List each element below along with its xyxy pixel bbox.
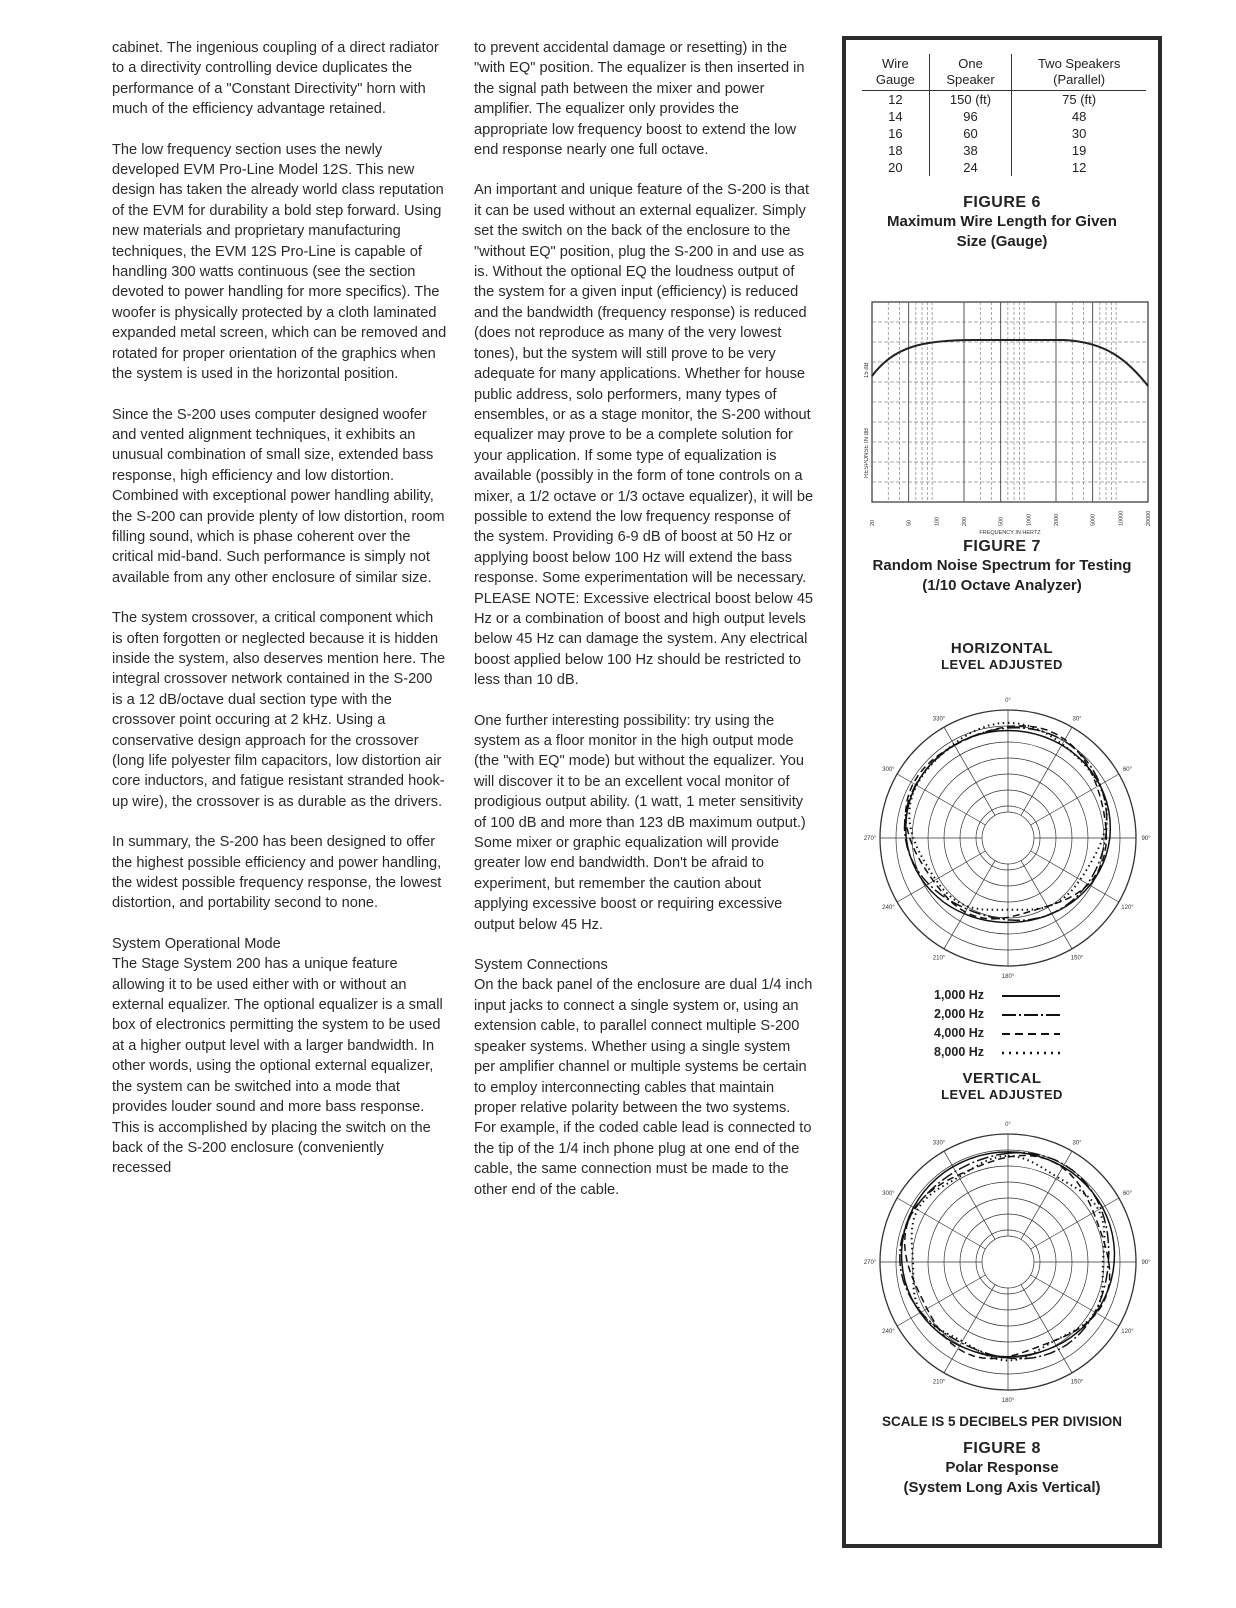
x-axis-label: FREQUENCY IN HERTZ bbox=[979, 530, 1041, 536]
table-row bbox=[862, 125, 1146, 142]
horizontal-heading-block bbox=[846, 640, 1158, 672]
text-column-left bbox=[112, 38, 447, 1199]
legend-item bbox=[934, 986, 1060, 1005]
x-tick-label: 500 bbox=[998, 516, 1005, 526]
figure-title: Random Noise Spectrum for Testing bbox=[872, 557, 1132, 574]
x-tick-label: 5000 bbox=[1090, 513, 1097, 526]
figure7-caption bbox=[846, 538, 1158, 596]
angle-label: 240° bbox=[882, 905, 895, 911]
polar-spoke bbox=[1021, 1151, 1072, 1239]
polar-spoke bbox=[897, 1275, 985, 1326]
angle-label: 180° bbox=[1001, 1398, 1015, 1404]
angle-label: 150° bbox=[1070, 955, 1084, 962]
horizontal-subheading: LEVEL ADJUSTED bbox=[941, 657, 1063, 672]
paragraph: to prevent accidental damage or resetting) in the "with EQ" position. The equalizer is then inserted in the signal path between the mixer and power amplifier. The equalizer only provides the appropriate low frequency boost to extend the low end response nearly one full octave. bbox=[474, 40, 805, 159]
polar-spoke bbox=[944, 1285, 995, 1373]
angle-label: 270° bbox=[863, 836, 877, 842]
angle-label: 330° bbox=[932, 716, 946, 723]
paragraph: The Stage System 200 has a unique feature allowing it to be used either with or without an external equalizer. The optional equalizer is a small box of electronics permitting the system to be used at a higher output level with a larger bandwidth. In other words, using the optional external equalizer, the system can be switched into a mode that provides louder sound and more bass response. This is accomplished by placing the switch on the back of the S-200 enclosure (conveniently recessed bbox=[112, 956, 443, 1177]
response-curve bbox=[872, 340, 1148, 386]
angle-label: 120° bbox=[1121, 905, 1134, 911]
paragraph: In summary, the S-200 has been designed to offer the highest possible efficiency and power handling, the widest possible frequency response, the lowest distortion, and portability second to none. bbox=[112, 834, 442, 912]
polar-spoke bbox=[1031, 1198, 1119, 1249]
angle-label: 210° bbox=[932, 955, 946, 962]
table-row bbox=[862, 91, 1146, 109]
table-header-row bbox=[862, 54, 1146, 91]
legend-item bbox=[934, 1043, 1060, 1062]
paragraph: An important and unique feature of the S-200 is that it can be used without an external equalizer. Simply set the switch on the back of the enclosure to the "without EQ" position, plug the S-200 in and use as is. Without the optional EQ the loudness output of the system for a given input (efficiency) is reduced and the bandwidth (frequency response) is reduced (does not reproduce as many of the very lowest tones), but the system will still prove to be very adequate for many applications. Whether for house public address, solo performers, many types of ensembles, or as a stage monitor, the S-200 without equalizer may prove to be a complete solution for your application. If some type of equalization is available (possibly in the form of tone controls on a mixer, a 1/2 octave or 1/3 octave equalizer), it will be possible to extend the low frequency response of the system. Providing 6-9 dB of boost at 50 Hz or applying boost below 100 Hz will extend the bass response. Some experimentation will be necessary. PLEASE NOTE: Excessive electrical boost below 45 Hz or a combination of boost and high output levels below 45 Hz can damage the system. Any electrical boost applied below 100 Hz should be restricted to less than 10 dB. bbox=[474, 182, 814, 689]
angle-label: 60° bbox=[1122, 767, 1133, 773]
horizontal-polar-plot bbox=[858, 688, 1158, 988]
table-cell: 96 bbox=[929, 108, 1012, 125]
table-cell: 38 bbox=[929, 142, 1012, 159]
polar-grid bbox=[880, 710, 1136, 966]
polar-spoke bbox=[944, 861, 995, 949]
angle-label: 120° bbox=[1121, 1329, 1134, 1335]
polar-ring bbox=[982, 812, 1034, 864]
table-cell: 30 bbox=[1012, 125, 1146, 142]
header-wire-gauge: Wire Gauge bbox=[862, 54, 929, 91]
y-axis-label: RESPONSE IN dB bbox=[864, 427, 870, 478]
angle-label: 0° bbox=[1005, 698, 1011, 704]
angle-label: 300° bbox=[882, 1191, 895, 1197]
legend-label: 2,000 Hz bbox=[934, 1007, 985, 1021]
paragraph: The low frequency section uses the newly developed EVM Pro-Line Model 12S. This new design has taken the already world class reputation of the EVM for durability a bold step forward. Using new materials and proprietary manufacturing techniques, the EVM 12S Pro-Line is capable of handling 300 watts continuous (see the section devoted to power handling for more specifics). The woofer is physically protected by a cloth laminated expanded metal screen, which can be removed and rotated for proper orientation of the graphics when the system is used in the horizontal position. bbox=[112, 141, 447, 383]
figure-title: Maximum Wire Length for Given bbox=[887, 213, 1117, 230]
polar-grid bbox=[880, 1134, 1136, 1390]
vertical-heading-block bbox=[846, 1070, 1158, 1102]
header-one-speaker: One Speaker bbox=[929, 54, 1012, 91]
header-two-speakers: Two Speakers (Parallel) bbox=[1012, 54, 1146, 91]
angle-label: 90° bbox=[1141, 836, 1151, 842]
angle-label: 240° bbox=[882, 1329, 895, 1335]
legend-item bbox=[934, 1005, 1060, 1024]
scale-note: SCALE IS 5 DECIBELS PER DIVISION bbox=[881, 1414, 1123, 1429]
vertical-heading: VERTICAL bbox=[962, 1070, 1042, 1087]
paragraph: Since the S-200 uses computer designed woofer and vented alignment techniques, it exhibits an unusual combination of small size, extended bass response, high efficiency and low distortion. Combined with exceptional power handling ability, the S-200 can provide plenty of low distortion, room filling sound, which is phase coherent over the critical mid-band. Such performance is simply not available from any other enclosure of similar size. bbox=[112, 406, 445, 586]
angle-label: 30° bbox=[1072, 1140, 1082, 1147]
table-cell: 12 bbox=[1012, 159, 1146, 176]
angle-label: 30° bbox=[1072, 716, 1082, 723]
polar-spoke bbox=[1021, 727, 1072, 815]
table-cell: 20 bbox=[888, 160, 903, 175]
x-tick-label: 2000 bbox=[1054, 513, 1060, 526]
polar-ring bbox=[982, 1236, 1034, 1288]
angle-label: 270° bbox=[863, 1260, 877, 1266]
table-cell: 150 (ft) bbox=[929, 91, 1012, 109]
x-tick-label: 1000 bbox=[1026, 513, 1033, 526]
legend-label: 1,000 Hz bbox=[934, 988, 985, 1002]
paragraph: On the back panel of the enclosure are dual 1/4 inch input jacks to connect a single system or, using an extension cable, to parallel connect multiple S-200 speaker systems. Whether using a single system per amplifier channel or multiple systems be certain to employ interconnecting cables that maintain proper relative polarity between the two systems. For example, if the coded cable lead is connected to the tip of the 1/4 inch phone plug at one end of the cable, the same connection must be made to the other end of the cable. bbox=[474, 977, 813, 1198]
table-cell: 19 bbox=[1012, 142, 1146, 159]
horizontal-heading: HORIZONTAL bbox=[950, 640, 1054, 657]
figure-label: FIGURE 6 bbox=[963, 194, 1041, 211]
vertical-subheading: LEVEL ADJUSTED bbox=[941, 1087, 1063, 1102]
section-heading: System Operational Mode bbox=[112, 935, 281, 952]
frequency-response-graph bbox=[864, 298, 1154, 538]
polar-spoke bbox=[944, 727, 995, 815]
table-cell: 12 bbox=[888, 92, 903, 107]
x-tick-label: 200 bbox=[962, 516, 968, 526]
y-tick-label: 15 dB bbox=[864, 362, 870, 378]
figure6-caption bbox=[846, 194, 1158, 252]
paragraph: The system crossover, a critical component which is often forgotten or neglected because it is hidden inside the system, also deserves mention here. The integral crossover network contained in the S-200 is a 12 dB/octave dual section type with the crossover point occuring at 2 kHz. Using a conservative design approach for the crossover (long life polyester film capacitors, low distortion air core inductors, and fatigue resistant stranded hook-up wire), the crossover is as durable as the drivers. bbox=[112, 610, 446, 810]
table-cell: 24 bbox=[929, 159, 1012, 176]
angle-label: 150° bbox=[1070, 1379, 1084, 1386]
figure-title: (System Long Axis Vertical) bbox=[903, 1479, 1101, 1496]
legend-label: 8,000 Hz bbox=[934, 1045, 985, 1059]
table-cell: 60 bbox=[929, 125, 1012, 142]
figure-title: Polar Response bbox=[945, 1459, 1059, 1476]
dashed-line-swatch bbox=[1002, 1031, 1060, 1037]
paragraph: One further interesting possibility: try using the system as a floor monitor in the high output mode (the "with EQ" mode) but without the equalizer. You will discover it to be an excellent vocal monitor of prodigious output ability. (1 watt, 1 meter sensitivity of 100 dB and more than 123 dB maximum output.) Some mixer or graphic equalization will provide greater low end bandwidth. Don't be afraid to experiment, but remember the caution about applying excessive boost or requiring excessive output below 45 Hz. bbox=[474, 712, 806, 933]
table-row bbox=[862, 108, 1146, 125]
angle-label: 330° bbox=[932, 1140, 946, 1147]
x-tick-label: 20000 bbox=[1146, 510, 1152, 526]
text-column-middle bbox=[474, 38, 814, 1220]
table-cell: 14 bbox=[888, 109, 903, 124]
legend-label: 4,000 Hz bbox=[934, 1026, 985, 1040]
dash-dot-line-swatch bbox=[1002, 1012, 1060, 1018]
x-tick-labels bbox=[870, 511, 1152, 526]
polar-ring bbox=[976, 806, 1040, 870]
polar-spoke bbox=[1021, 1285, 1072, 1373]
angle-label: 180° bbox=[1001, 974, 1015, 980]
polar-legend bbox=[934, 986, 1060, 1062]
angle-label: 210° bbox=[932, 1379, 946, 1386]
x-tick-label: 10000 bbox=[1118, 510, 1125, 526]
figure-title: (1/10 Octave Analyzer) bbox=[922, 577, 1082, 594]
angle-label: 300° bbox=[882, 767, 895, 773]
x-tick-label: 20 bbox=[870, 519, 876, 526]
polar-spoke bbox=[1021, 861, 1072, 949]
polar-ring bbox=[976, 1230, 1040, 1294]
table-cell: 48 bbox=[1012, 108, 1146, 125]
angle-label: 60° bbox=[1122, 1191, 1133, 1197]
table-row bbox=[862, 142, 1146, 159]
angle-label: 90° bbox=[1141, 1260, 1151, 1266]
table-cell: 16 bbox=[888, 126, 903, 141]
table-cell: 75 (ft) bbox=[1012, 91, 1146, 109]
wire-gauge-table bbox=[862, 54, 1146, 176]
table-row bbox=[862, 159, 1146, 176]
dotted-line-swatch bbox=[1002, 1050, 1060, 1056]
polar-spoke bbox=[897, 1198, 985, 1249]
figure-label: FIGURE 7 bbox=[963, 538, 1041, 555]
x-tick-label: 50 bbox=[906, 519, 913, 526]
paragraph: cabinet. The ingenious coupling of a direct radiator to a directivity controlling device duplicates the performance of a "Constant Directivity" horn with much of the efficiency advantage retained. bbox=[112, 40, 439, 118]
figures-sidebar bbox=[842, 36, 1162, 1548]
angle-label: 0° bbox=[1005, 1122, 1011, 1128]
x-tick-label: 100 bbox=[934, 516, 941, 526]
section-heading: System Connections bbox=[474, 957, 608, 974]
graph-grid bbox=[872, 302, 1148, 502]
legend-item bbox=[934, 1024, 1060, 1043]
solid-line-swatch bbox=[1002, 993, 1060, 999]
vertical-polar-plot bbox=[858, 1112, 1158, 1412]
figure8-caption bbox=[846, 1440, 1158, 1498]
table-cell: 18 bbox=[888, 143, 903, 158]
figure-title: Size (Gauge) bbox=[956, 233, 1048, 250]
figure-label: FIGURE 8 bbox=[963, 1440, 1041, 1457]
